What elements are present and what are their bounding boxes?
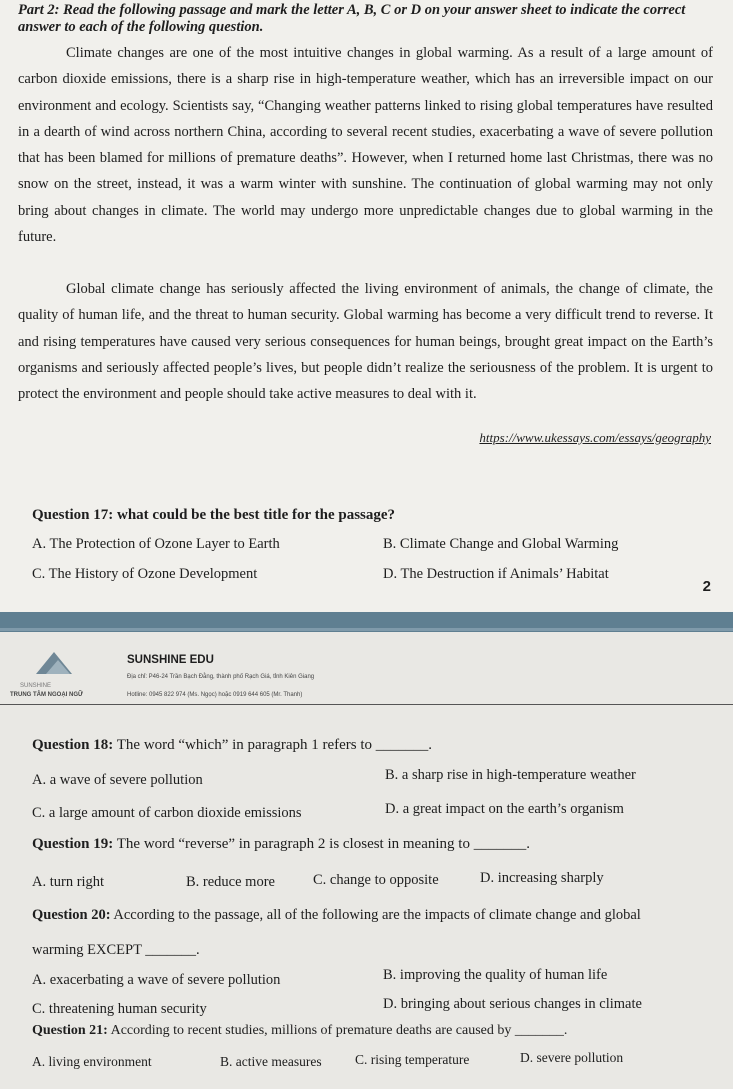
question-20-stem-line1: According to the passage, all of the following are the impacts of climate change and global — [113, 907, 641, 923]
footer-school: TRUNG TÂM NGOẠI NGỮ — [10, 692, 83, 698]
q19-option-d: D. increasing sharply — [480, 870, 604, 886]
logo-text: SUNSHINE — [20, 683, 52, 689]
paragraph-1 — [18, 40, 713, 250]
question-17-stem: Question 17: what could be the best title for the passage? — [32, 507, 396, 523]
q21-option-a: A. living environment — [32, 1054, 152, 1069]
question-20-label: Question 20: — [32, 907, 111, 923]
question-21-stem: According to recent studies, millions of premature deaths are caused by _______. — [110, 1023, 568, 1038]
question-19-label: Question 19: — [32, 836, 114, 852]
question-21-label: Question 21: — [32, 1023, 108, 1038]
q21-option-c: C. rising temperature — [355, 1052, 470, 1067]
page-number: 2 — [702, 578, 711, 595]
paragraph-1-text: Climate changes are one of the most intuitive changes in global warming. As a result of a large amount of carbon dioxide emissions, there is a sharp rise in high-temperature weather, which has an irreversible impact on our environment and ecology. Scientists say, “Changing weather patterns linked to rising global temperatures have resulted in a dearth of wind across northern China, according to several recent studies, exacerbating a wave of severe pollution that has been blamed for millions of premature deaths”. However, when I returned home last Christmas, there was no snow on the street, instead, it was a warm winter with sunshine. The continuation of global warming may not only bring about changes in climate. The world may undergo more unpredictable changes due to global warming in the future. — [18, 45, 713, 246]
footer-address: Địa chỉ: P46-24 Trần Bạch Đằng, thành phố Rạch Giá, tỉnh Kiên Giang — [127, 674, 315, 680]
q18-option-c: C. a large amount of carbon dioxide emissions — [32, 805, 302, 821]
brand-name: SUNSHINE EDU — [127, 654, 214, 666]
sunshine-logo-icon — [28, 646, 108, 680]
q18-option-a: A. a wave of severe pollution — [32, 772, 203, 788]
paragraph-2-text: Global climate change has seriously affected the living environment of animals, the change of climate, the quality of human life, and the threat to human security. Global warming has become a very difficult trend to reverse. It and rising temperatures have caused very serious consequences for human beings, brought great impact on the Earth’s organisms and seriously affected people’s lives, but people didn’t realize the seriousness of the problem. It is urgent to protect the environment and people should take active measures to deal with it. — [18, 281, 713, 403]
question-20 — [32, 907, 641, 924]
footer-hotline: Hotline: 0945 822 974 (Ms. Ngọc) hoặc 0919 644 605 (Mr. Thanh) — [127, 692, 303, 698]
question-20-stem-line2: warming EXCEPT _______. — [32, 942, 200, 958]
footer-divider — [0, 704, 733, 705]
q19-option-b: B. reduce more — [186, 874, 275, 890]
q18-option-b: B. a sharp rise in high-temperature weather — [385, 767, 636, 783]
sunshine-logo — [28, 646, 108, 685]
source-link[interactable]: https://www.ukessays.com/essays/geography — [479, 430, 711, 445]
question-18-stem: The word “which” in paragraph 1 refers to _______. — [116, 737, 433, 753]
part-instructions: Part 2: Read the following passage and mark the letter A, B, C or D on your answer sheet to indicate the correct answer to each of the following question. — [18, 2, 686, 35]
q18-option-d: D. a great impact on the earth’s organism — [385, 801, 624, 817]
paragraph-2 — [18, 276, 713, 407]
question-19-stem: The word “reverse” in paragraph 2 is closest in meaning to _______. — [116, 836, 530, 852]
page-break-band-accent — [0, 628, 733, 631]
question-21 — [32, 1023, 567, 1039]
question-18-label: Question 18: — [32, 737, 114, 753]
q20-option-d: D. bringing about serious changes in climate — [383, 996, 642, 1012]
question-19 — [32, 836, 530, 853]
q19-option-a: A. turn right — [32, 874, 105, 890]
q17-option-a: A. The Protection of Ozone Layer to Earth — [32, 536, 280, 552]
q17-option-d: D. The Destruction if Animals’ Habitat — [383, 566, 609, 582]
q20-option-a: A. exacerbating a wave of severe pollution — [32, 972, 281, 988]
q19-option-c: C. change to opposite — [313, 872, 439, 888]
question-18 — [32, 737, 432, 754]
q21-option-b: B. active measures — [220, 1054, 322, 1069]
q20-option-b: B. improving the quality of human life — [383, 967, 608, 983]
q17-option-b: B. Climate Change and Global Warming — [383, 536, 619, 552]
q17-option-c: C. The History of Ozone Development — [32, 566, 258, 582]
q21-option-d: D. severe pollution — [520, 1050, 624, 1065]
q20-option-c: C. threatening human security — [32, 1001, 207, 1017]
